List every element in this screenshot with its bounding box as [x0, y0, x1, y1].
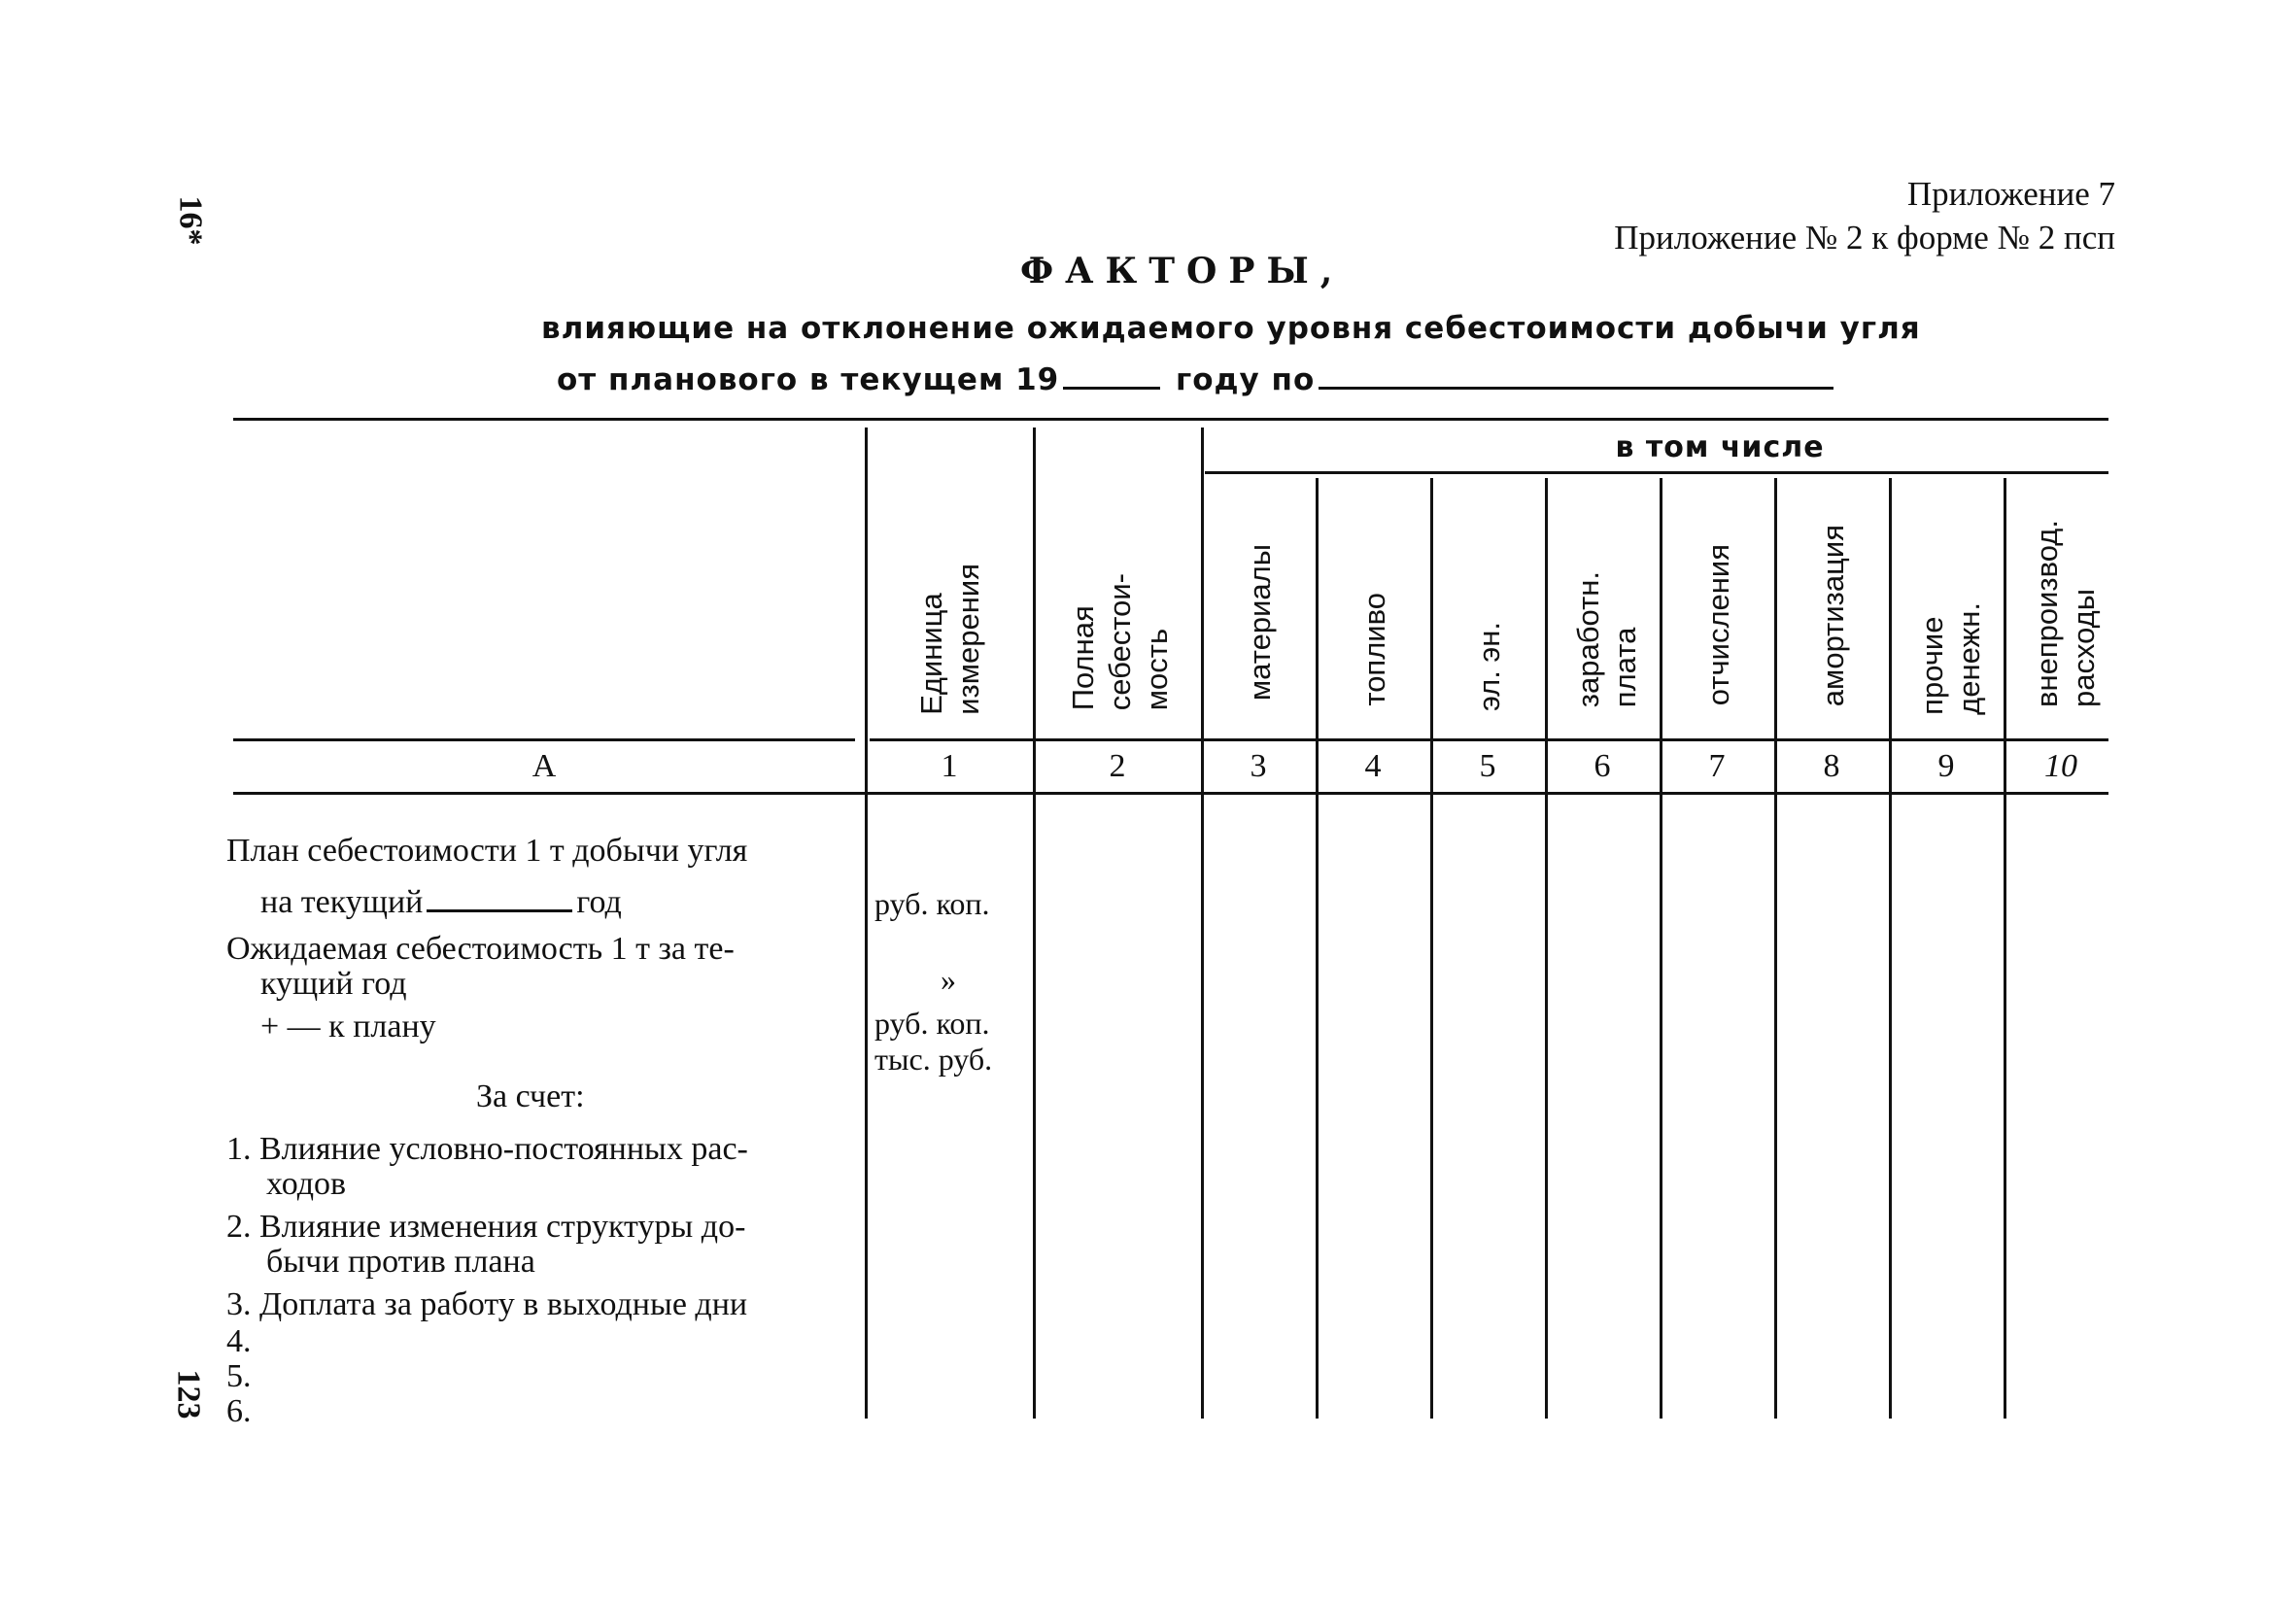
col-number-3: 3 — [1250, 748, 1267, 784]
col-header-10: внепроизвод. расходы — [2030, 520, 2101, 708]
col-number-5: 5 — [1479, 748, 1496, 784]
col-header-2: Полная себестои- мость — [1066, 573, 1174, 711]
subtitle-line-2-mid: году по — [1176, 362, 1316, 397]
row-factor-2: 2. Влияние изменения структуры до- — [226, 1209, 746, 1245]
col-header-1: Единица измерения — [914, 564, 985, 715]
header-bottom-rule-cols — [870, 738, 2108, 741]
col-divider-8-9 — [1889, 478, 1892, 1419]
organization-blank — [1319, 385, 1833, 390]
row-factor-1-cont: ходов — [266, 1166, 347, 1202]
unit-rub-kop-1: руб. коп. — [874, 886, 990, 921]
col-header-8: амортизация — [1816, 525, 1850, 707]
row-current-year — [260, 884, 622, 921]
subtitle-line-2-start: от планового в текущем 19 — [557, 362, 1060, 397]
row-factor-5: 5. — [226, 1358, 252, 1394]
appendix-line-1: Приложение 7 — [1906, 175, 2115, 213]
col-divider-3-4 — [1316, 478, 1319, 1419]
group-header-rule — [1205, 471, 2108, 474]
document-title: ФАКТОРЫ, — [1020, 251, 1345, 291]
col-number-7: 7 — [1708, 748, 1726, 784]
col-number-10: 10 — [2044, 748, 2077, 784]
unit-thousand-rub: тыс. руб. — [874, 1042, 993, 1077]
col-divider-6-7 — [1660, 478, 1662, 1419]
row-expected-cost: Ожидаемая себестоимость 1 т за те- — [226, 931, 735, 967]
page-number-bottom: 123 — [170, 1369, 207, 1420]
row-current-year-end: год — [576, 884, 622, 920]
col-divider-2-3 — [1201, 428, 1204, 1419]
year-field-blank — [427, 907, 572, 912]
col-header-5: эл. эн. — [1472, 622, 1506, 712]
row-factor-6: 6. — [226, 1393, 252, 1429]
col-header-6: заработн. плата — [1571, 571, 1642, 708]
row-expected-cost-cont: кущий год — [260, 966, 407, 1002]
col-header-4: топливо — [1357, 593, 1391, 706]
col-header-3: материалы — [1243, 544, 1277, 701]
row-factor-1: 1. Влияние условно-постоянных рас- — [226, 1131, 748, 1167]
row-due-to: За счет: — [476, 1078, 585, 1114]
col-divider-a-1 — [865, 428, 868, 1419]
col-label-a: А — [531, 748, 557, 784]
row-plan-cost: План себестоимости 1 т добычи угля — [226, 833, 748, 869]
col-divider-4-5 — [1430, 478, 1433, 1419]
col-number-2: 2 — [1109, 748, 1126, 784]
col-header-7: отчисления — [1701, 544, 1735, 706]
row-vs-plan: + — к плану — [260, 1009, 436, 1044]
col-number-9: 9 — [1937, 748, 1955, 784]
appendix-line-2: Приложение № 2 к форме № 2 псп — [1614, 219, 2115, 257]
row-factor-2-cont: бычи против плана — [266, 1244, 535, 1280]
col-number-1: 1 — [941, 748, 958, 784]
header-bottom-rule-a — [233, 738, 855, 741]
row-factor-3: 3. Доплата за работу в выходные дни — [226, 1286, 748, 1322]
col-header-9: прочие денежн. — [1915, 602, 1986, 715]
col-divider-1-2 — [1033, 428, 1036, 1419]
subtitle-line-2 — [557, 362, 1837, 397]
col-number-8: 8 — [1823, 748, 1840, 784]
unit-ditto: » — [941, 962, 956, 997]
col-divider-7-8 — [1774, 478, 1777, 1419]
col-divider-5-6 — [1545, 478, 1548, 1419]
unit-rub-kop-2: руб. коп. — [874, 1006, 990, 1041]
table-top-rule — [233, 418, 2108, 421]
page-number-top: 16* — [172, 195, 209, 246]
group-header-in-total: в том числе — [1615, 430, 1825, 464]
column-numbers-rule — [233, 792, 2108, 795]
subtitle-line-1: влияющие на отклонение ожидаемого уровня себестоимости добычи угля — [541, 311, 1921, 346]
row-factor-4: 4. — [226, 1323, 252, 1359]
col-number-6: 6 — [1593, 748, 1611, 784]
row-current-year-start: на текущий — [260, 884, 424, 920]
col-number-4: 4 — [1364, 748, 1382, 784]
col-divider-9-10 — [2004, 478, 2006, 1419]
year-blank — [1063, 385, 1160, 390]
